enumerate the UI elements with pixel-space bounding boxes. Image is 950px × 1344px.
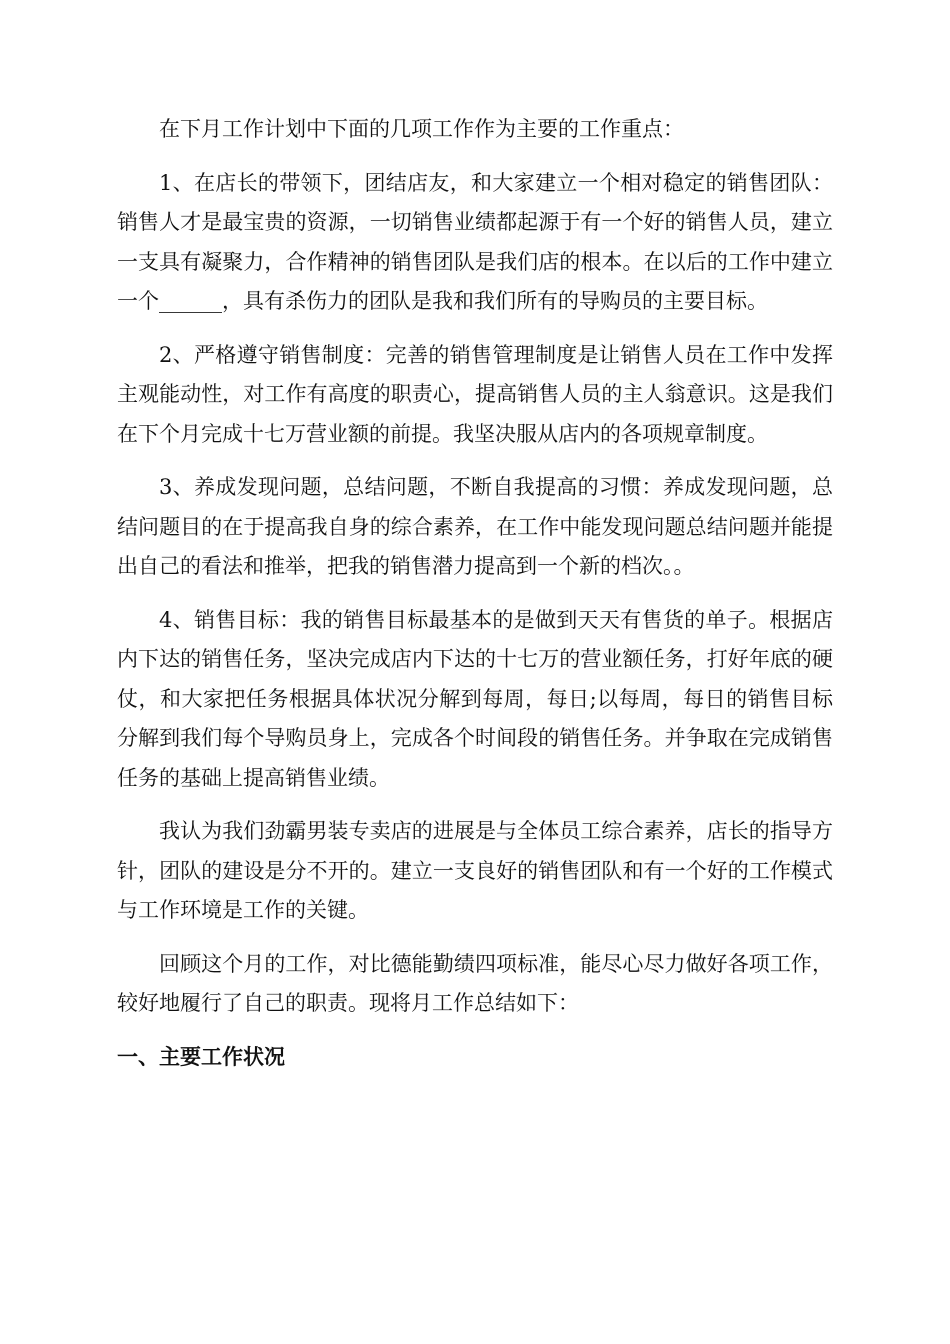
paragraph-summary: 我认为我们劲霸男装专卖店的进展是与全体员工综合素养，店长的指导方针，团队的建设是分不开的。建立一支良好的销售团队和有一个好的工作模式与工作环境是工作的关键。: [117, 819, 833, 922]
paragraph-item-2: 2、严格遵守销售制度：完善的销售管理制度是让销售人员在工作中发挥主观能动性，对工作有高度的职责心，提高销售人员的主人翁意识。这是我们在下个月完成十七万营业额的前提。我坚决服从店内的各项规章制度。: [117, 342, 833, 446]
paragraph-item-3: 3、养成发现问题，总结问题，不断自我提高的习惯：养成发现问题，总结问题目的在于提高我自身的综合素养，在工作中能发现问题总结问题并能提出自己的看法和推举，把我的销售潜力提高到一个新的档次。。: [117, 475, 833, 578]
paragraph-review: 回顾这个月的工作，对比德能勤绩四项标准，能尽心尽力做好各项工作，较好地履行了自己的职责。现将月工作总结如下：: [117, 951, 833, 1015]
paragraph-item-1: 1、在店长的带领下，团结店友，和大家建立一个相对稳定的销售团队：销售人才是最宝贵的资源，一切销售业绩都起源于有一个好的销售人员，建立一支具有凝聚力，合作精神的销售团队是我们店的根本。在以后的工作中建立一个______，具有杀伤力的团队是我和我们所有的导购员的主要目标。: [117, 170, 833, 313]
section-heading: 一、主要工作状况: [117, 1044, 285, 1069]
paragraph-intro: 在下月工作计划中下面的几项工作作为主要的工作重点：: [159, 117, 684, 141]
document-body: [117, 110, 833, 1077]
paragraph-item-4: 4、销售目标：我的销售目标最基本的是做到天天有售货的单子。根据店内下达的销售任务，坚决完成店内下达的十七万的营业额任务，打好年底的硬仗，和大家把任务根据具体状况分解到每周，每日;以每周，每日的销售目标分解到我们每个导购员身上，完成各个时间段的销售任务。并争取在完成销售任务的基础上提高销售业绩。: [117, 607, 833, 790]
